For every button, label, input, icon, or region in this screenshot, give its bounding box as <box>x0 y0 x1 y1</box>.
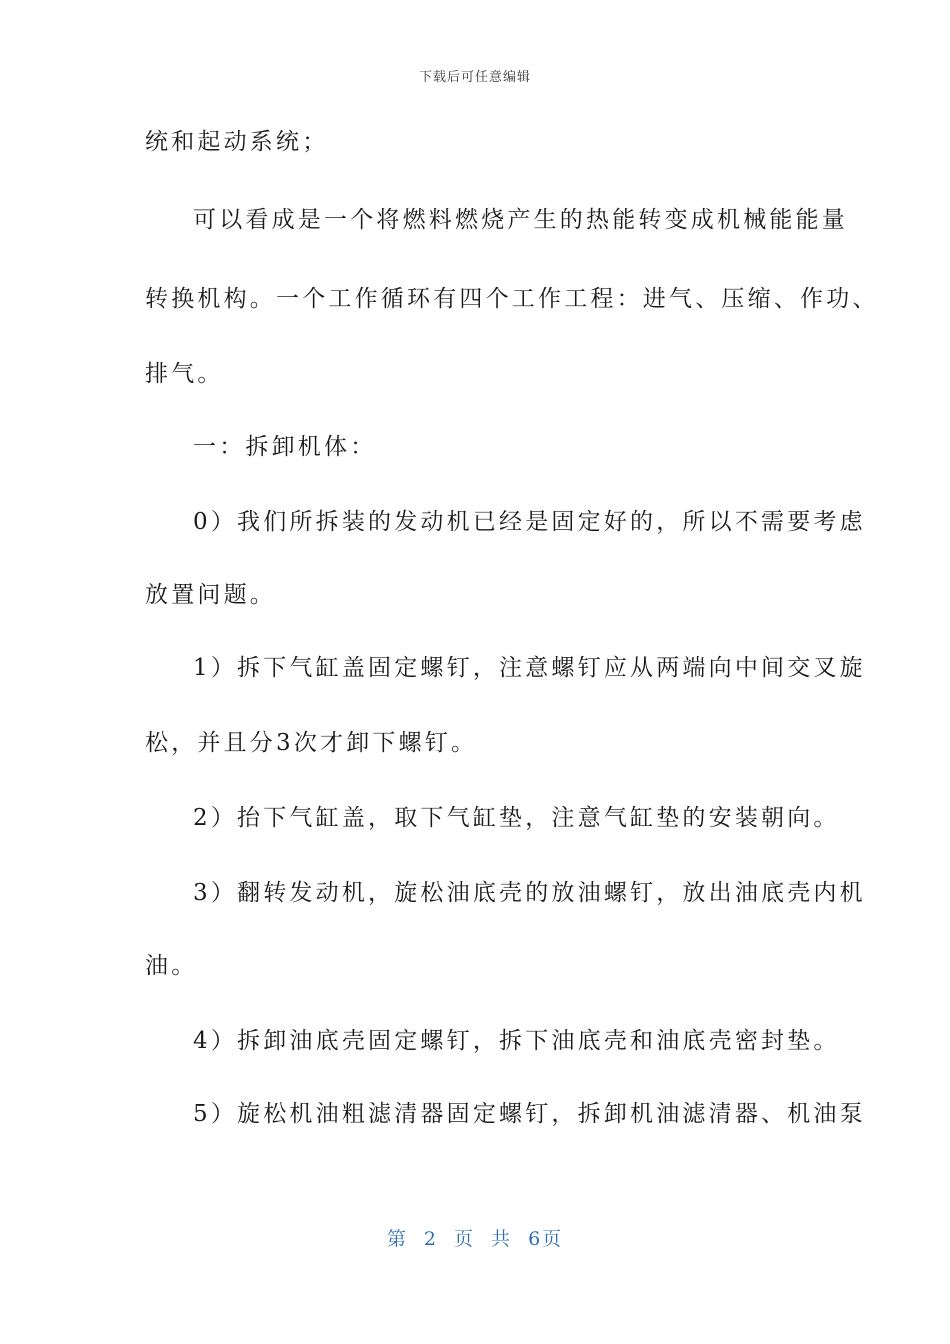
text-line: 3）翻转发动机，旋松油底壳的放油螺钉，放出油底壳内机 <box>193 880 866 906</box>
text-line: 松，并且分3次才卸下螺钉。 <box>145 730 478 756</box>
text-line: 可以看成是一个将燃料燃烧产生的热能转变成机械能能量 <box>193 207 848 233</box>
text-line: 转换机构。一个工作循环有四个工作工程：进气、压缩、作功、 <box>145 286 879 312</box>
text-line: 统和起动系统； <box>145 129 329 155</box>
text-line: 0）我们所拆装的发动机已经是固定好的，所以不需要考虑 <box>193 509 866 535</box>
text-line: 放置问题。 <box>145 582 276 608</box>
text-line: 油。 <box>145 953 198 979</box>
page-footer: 第 2 页 共 6页 <box>386 1228 564 1250</box>
text-line: 1）拆下气缸盖固定螺钉，注意螺钉应从两端向中间交叉旋 <box>193 655 866 681</box>
text-line: 一：拆卸机体： <box>193 434 377 460</box>
text-line: 5）旋松机油粗滤清器固定螺钉，拆卸机油滤清器、机油泵 <box>193 1101 866 1127</box>
text-line: 4）拆卸油底壳固定螺钉，拆下油底壳和油底壳密封垫。 <box>193 1028 840 1054</box>
text-line: 2）抬下气缸盖，取下气缸垫，注意气缸垫的安装朝向。 <box>193 805 840 831</box>
text-line: 排气。 <box>145 361 224 387</box>
page-header: 下载后可任意编辑 <box>418 70 531 85</box>
